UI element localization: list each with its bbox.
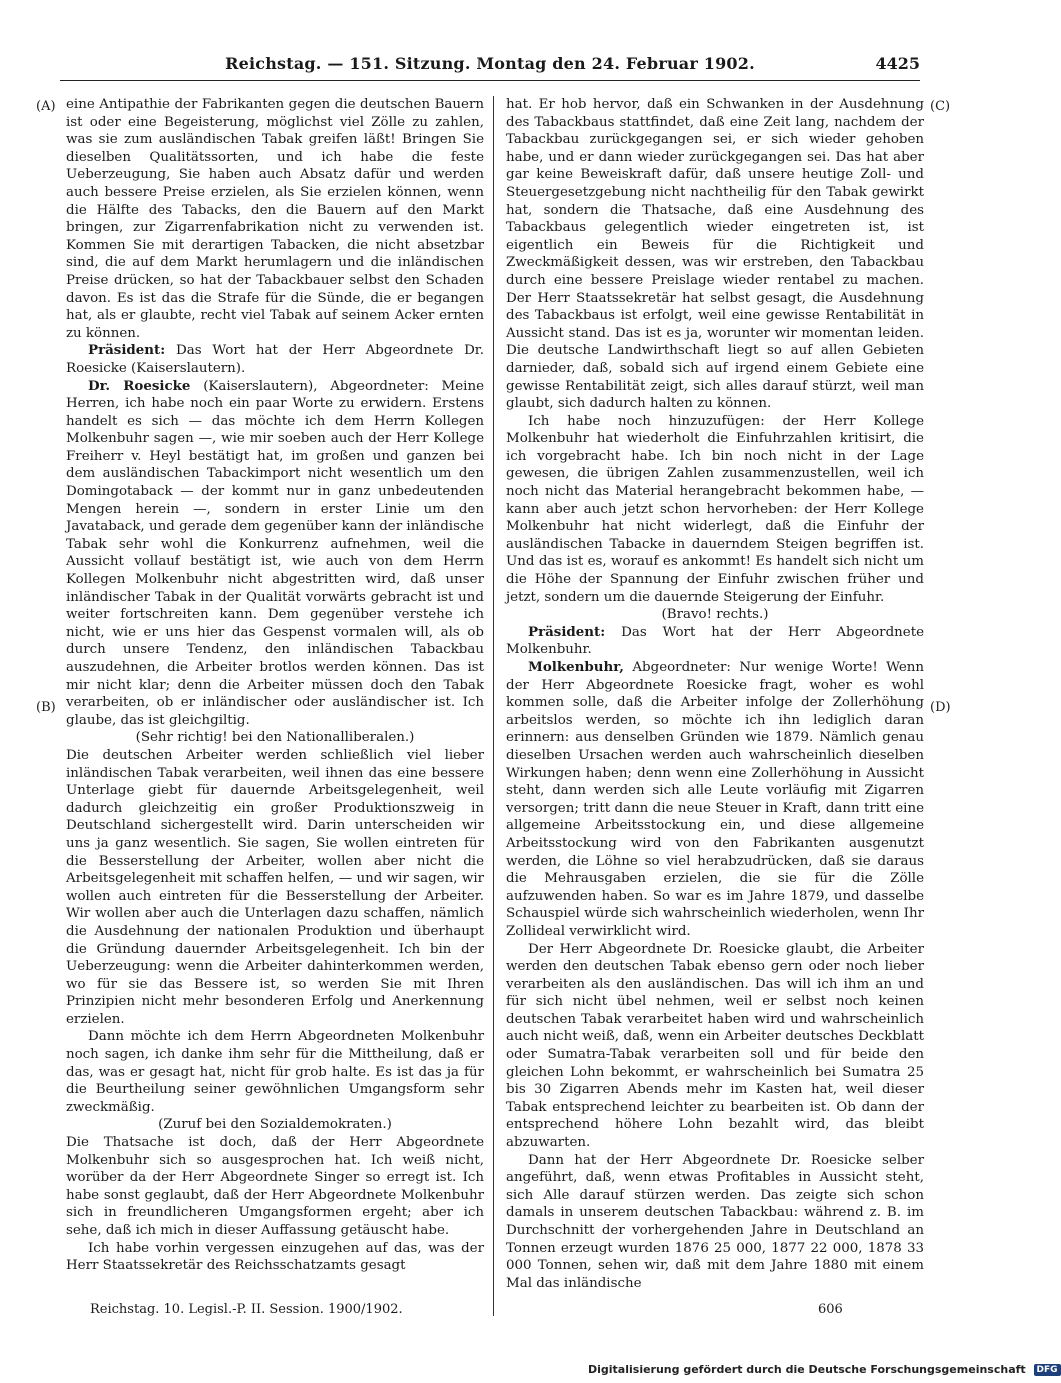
paragraph: Die deutschen Arbeiter werden schließlich viel lieber inländischen Tabak verarbeiten, weil ihnen das eine bessere Unterlage giebt für dauernde Arbeitsgelegenheit, weil dadurch gleichzeitig ein großer Produktionszweig in Deutschland sichergestellt wird. Darin unterscheiden wir uns ja ganz wesentlich. Sie sagen, Sie wollen eintreten für die Besserstellung der Arbeiter, wollen aber nicht die Arbeitsgelegenheit mit schaffen helfen, — und wir sagen, wir wollen auch eintreten für die Besserstellung der Arbeiter. Wir wollen aber auch die Unterlagen dazu schaffen, nämlich die Ausdehnung der nationalen Produktion und überhaupt die Gründung dauernder Arbeitsgelegenheit. Ich bin der Ueberzeugung: wenn die Arbeiter dahinterkommen werden, wo für sie das Bessere ist, so werden Sie mit Ihren Prinzipien nicht mehr besonderen Erfolg und Anerkennung erzielen.	[66, 747, 484, 1027]
page-header	[60, 50, 920, 81]
interjection: (Zuruf bei den Sozialdemokraten.)	[158, 1117, 392, 1133]
paragraph	[66, 378, 484, 730]
margin-mark-a: (A)	[36, 99, 56, 114]
header-title: Reichstag. — 151. Sitzung. Montag den 24. Februar 1902.	[225, 54, 755, 73]
paragraph-text: (Kaiserslautern), Abgeordneter: Meine Herren, ich habe noch ein paar Worte zu erwidern. Erstens handelt es sich — das möchte ich dem Herrn Kollegen Molkenbuhr sagen —, wie mir soeben auch der Herr Kollege Freiherr v. Heyl bestätigt hat, im großen und ganzen bei dem ausländischen Tabackimport nicht wesentlich um den Domingotaback — der kommt nur in ganz unbedeutenden Mengen herein —, sondern in erster Linie um den Javataback, und gerade dem gegenüber kann der inländische Tabak sehr wohl die Konkurrenz aufnehmen, weil die Aussicht vollauf bestätigt ist, wie auch von dem Herrn Kollegen Molkenbuhr nicht abgestritten wird, daß unser inländischer Tabak in der Qualität vorwärts gebracht ist und weiter fortschreiten kann. Dem gegenüber verstehe ich nicht, wie er uns hier das Gespenst vormalen will, als ob durch unsere Tendenz, den inländischen Tabackbau auszudehnen, die Arbeiter brotlos werden können. Das ist mir nicht klar; denn die Arbeiter müssen doch den Tabak verarbeiten, ob er inländischer oder ausländischer ist. Ich glaube, das ist gleichgiltig.	[66, 378, 485, 728]
speaker-name: Präsident:	[528, 623, 606, 640]
margin-mark-d: (D)	[930, 700, 951, 715]
speaker-name: Molkenbuhr,	[528, 659, 624, 675]
left-column	[66, 96, 484, 1291]
column-divider	[493, 96, 494, 1316]
paragraph: Die Thatsache ist doch, daß der Herr Abgeordnete Molkenbuhr sich so ausgesprochen hat. Ich weiß nicht, worüber da der Herr Abgeordnete Singer so erregt ist. Ich habe sonst geglaubt, daß der Herr Abgeordnete Molkenbuhr sich in freundlicheren Umgangsformen ergeht; aber ich sehe, daß ich mich in dieser Auffassung getäuscht habe.	[66, 1135, 484, 1238]
paragraph-text: Das Wort hat der Herr Abgeordnete Dr. Roesicke (Kaiserslautern).	[66, 343, 484, 376]
speaker-name: Dr. Roesicke	[88, 377, 191, 394]
paragraph: Ich habe vorhin vergessen einzugehen auf das, was der Herr Staatssekretär des Reichsschatzamts gesagt	[66, 1240, 484, 1274]
interjection: (Bravo! rechts.)	[661, 607, 769, 623]
dfg-logo-icon: DFG	[1034, 1364, 1061, 1376]
paragraph: Ich habe noch hinzuzufügen: der Herr Kollege Molkenbuhr hat wiederholt die Einfuhrzahlen kritisirt, die ich vorgebracht habe. Ich bin noch nicht in der Lage gewesen, die übrigen Zahlen zusammenzustellen, weil ich noch nicht das Material herangebracht bekommen habe, — kann aber auch jetzt schon hervorheben: der Herr Kollege Molkenbuhr hat nicht widerlegt, daß die Einfuhr der ausländischen Tabacke in dauerndem Steigen begriffen ist. Und das ist es, worauf es ankommt! Es handelt sich nicht um die Höhe der Spannung der Einfuhr zwischen früher und jetzt, sondern um die dauernde Steigerung der Einfuhr.	[506, 413, 924, 605]
paragraph: Der Herr Abgeordnete Dr. Roesicke glaubt, die Arbeiter werden den deutschen Tabak ebenso gern oder noch lieber verarbeiten als den ausländischen. Das will ich ihm an und für sich nicht übel nehmen, weil er selbst noch keinen deutschen Tabak verarbeitet haben wird und wahrscheinlich auch nicht weiß, daß, wenn ein Arbeiter deutsches Deckblatt oder Sumatra-Tabak verarbeiten soll und für beide den gleichen Lohn bekommt, er wahrscheinlich bei Sumatra 25 bis 30 Zigarren Abends mehr im Kasten hat, weil dieser Tabak entsprechend leichter zu bearbeiten ist. Ob dann der entsprechend höhere Lohn bezahlt wird, das bleibt abzuwarten.	[506, 941, 924, 1151]
interjection: (Sehr richtig! bei den Nationalliberalen.)	[135, 730, 415, 746]
footer-session-info: Reichstag. 10. Legisl.-P. II. Session. 1900/1902.	[90, 1302, 403, 1317]
paragraph-text: Abgeordneter: Nur wenige Worte! Wenn der Herr Abgeordnete Roesicke fragt, woher es wohl kommen solle, daß die Arbeiter infolge der Zollerhöhung arbeitslos werden, so möchte ich ihn lediglich daran erinnern: aus denselben Gründen wie 1879. Nämlich genau dieselben Ursachen werden auch wahrscheinlich dieselben Wirkungen haben; denn wenn eine Zollerhöhung in Aussicht steht, dann werden sich alle Leute vorläufig mit Zigarren versorgen; tritt dann die neue Steuer in Kraft, dann tritt eine allgemeine Arbeitsstockung ein, und diese allgemeine Arbeitsstockung wird von den Fabrikanten ausgenutzt werden, die Löhne so viel herabzudrücken, daß sie daraus die Mehrausgaben erzielen, die sie für die Zölle aufzuwenden haben. So war es im Jahre 1879, und dasselbe Schauspiel würde sich wahrscheinlich wiederholen, wenn Ihr Zollideal verwirklicht wird.	[506, 660, 924, 939]
speaker-name: Präsident:	[88, 342, 166, 359]
paragraph: eine Antipathie der Fabrikanten gegen die deutschen Bauern ist oder eine Begeisterung, möglichst viel Zölle zu zahlen, was sie zum ausländischen Tabak greifen läßt! Bringen Sie dieselben Qualitätssorten, und ich habe die feste Ueberzeugung, Sie haben auch Absatz dafür und werden auch bessere Preise erzielen, als Sie erzielen können, wenn die Hälfte des Tabacks, den die Bauern auf den Markt bringen, zur Zigarrenfabrikation nicht zu verwenden ist. Kommen Sie mit derartigen Tabacken, die nicht absetzbar sind, die auf dem Markt herumlagern und die inländischen Preise drücken, so hat der Tabackbauer selbst den Schaden davon. Es ist das die Strafe für die Sünde, die er begangen hat, als er glaubte, recht viel Tabak auf seinem Acker ernten zu können.	[66, 97, 484, 341]
paragraph	[66, 342, 484, 377]
header-page-number: 4425	[875, 54, 920, 73]
right-column	[506, 96, 924, 1291]
margin-mark-c: (C)	[930, 99, 951, 114]
paragraph: Dann hat der Herr Abgeordnete Dr. Roesicke selber angeführt, daß, wenn etwas Profitables in Aussicht steht, sich Alle darauf stürzen werden. Das zeigte sich schon damals in unserem deutschen Tabackbau: während z. B. im Durchschnitt der vorhergehenden Jahre in Deutschland an Tonnen erzeugt wurden 1876 25 000, 1877 22 000, 1878 33 000 Tonnen, sehen wir, daß mit dem Jahre 1880 mit einem Mal das inländische	[506, 1152, 924, 1291]
paragraph	[506, 624, 924, 659]
digitization-text: Digitalisierung gefördert durch die Deutsche Forschungsgemeinschaft	[588, 1363, 1026, 1376]
margin-mark-b: (B)	[36, 700, 56, 715]
paragraph	[506, 659, 924, 941]
footer-sheet-number: 606	[818, 1302, 843, 1317]
paragraph: Dann möchte ich dem Herrn Abgeordneten Molkenbuhr noch sagen, ich danke ihm sehr für die Mittheilung, daß er das, was er gesagt hat, nicht für grob halte. Es ist das ja für die Beurtheilung seiner gewöhnlichen Umgangsform sehr zweckmäßig.	[66, 1029, 484, 1115]
digitization-notice	[588, 1363, 1061, 1376]
paragraph: hat. Er hob hervor, daß ein Schwanken in der Ausdehnung des Tabackbaus stattfindet, daß eine Zeit lang, nachdem der Tabackbau zurückgegangen sei, er sich wieder gehoben habe, und er dann wieder zurückgegangen sei. Das hat aber gar keine Beweiskraft dafür, daß unsere heutige Zoll- und Steuergesetzgebung nicht nachtheilig für den Tabak gewirkt hat, sondern die Thatsache, daß eine Ausdehnung des Tabackbaus gelegentlich wieder eingetreten ist, ist eigentlich ein Beweis für die Richtigkeit und Zweckmäßigkeit dessen, was wir erstreben, den Tabackbau durch eine bessere Preislage wieder rentabel zu machen. Der Herr Staatssekretär hat selbst gesagt, die Ausdehnung des Tabackbaus ist erfolgt, weil eine gewisse Rentabilität in Aussicht stand. Das ist es ja, worunter wir momentan leiden. Die deutsche Landwirthschaft liegt so auf allen Gebieten darnieder, daß, sobald sich auf irgend einem Gebiete eine gewisse Rentabilität zeigt, sich alles darauf stürzt, weil man glaubt, sich dadurch halten zu können.	[506, 97, 924, 412]
paragraph-text: Das Wort hat der Herr Abgeordnete Molkenbuhr.	[506, 624, 924, 658]
